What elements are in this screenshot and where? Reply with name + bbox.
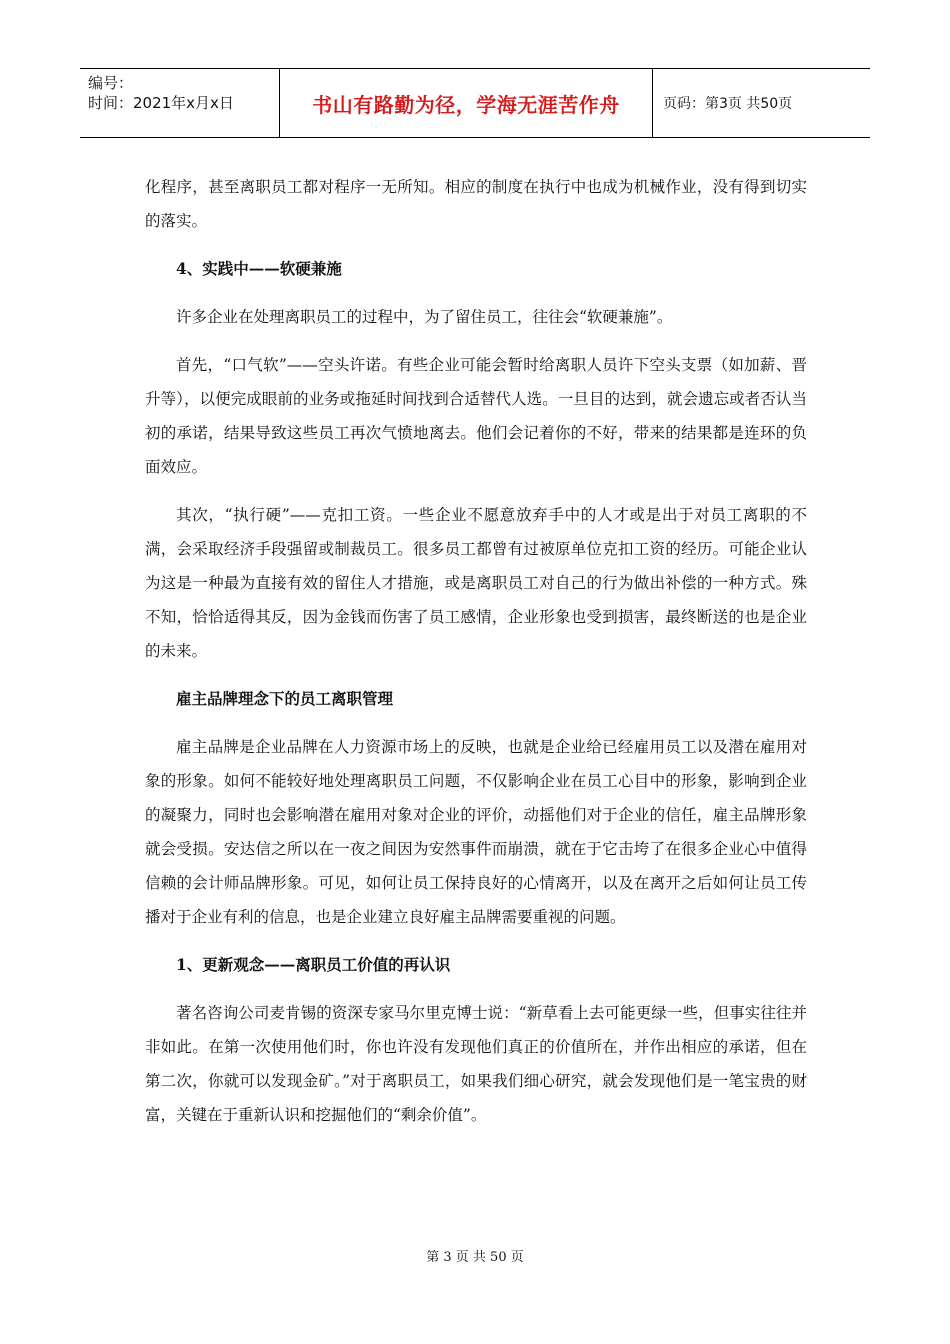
paragraph: 雇主品牌是企业品牌在人力资源市场上的反映，也就是企业给已经雇用员工以及潜在雇用对象的形象。如何不能较好地处理离职员工问题，不仅影响企业在员工心目中的形象，影响到企业的凝聚力，同时也会影响潜在雇用对象对企业的评价，动摇他们对于企业的信任，雇主品牌形象就会受损。安达信之所以在一夜之间因为安然事件而崩溃，就在于它击垮了在很多企业心中值得信赖的会计师品牌形象。可见，如何让员工保持良好的心情离开，以及在离开之后如何让员工传播对于企业有利的信息，也是企业建立良好雇主品牌需要重视的问题。 (145, 738, 807, 926)
header-meta (80, 69, 280, 137)
section-heading: 4、实践中——软硬兼施 (176, 259, 342, 278)
header-page-info: 页码：第3页 共50页 (663, 96, 793, 112)
paragraph: 化程序，甚至离职员工都对程序一无所知。相应的制度在执行中也成为机械作业，没有得到切实的落实。 (145, 178, 807, 230)
section-heading: 雇主品牌理念下的员工离职管理 (176, 689, 394, 708)
paragraph: 其次，“执行硬”——克扣工资。一些企业不愿意放弃手中的人才或是出于对员工离职的不满，会采取经济手段强留或制裁员工。很多员工都曾有过被原单位克扣工资的经历。可能企业认为这是一种最为直接有效的留住人才措施，或是离职员工对自己的行为做出补偿的一种方式。殊不知，恰恰适得其反，因为金钱而伤害了员工感情，企业形象也受到损害，最终断送的也是企业的未来。 (145, 506, 807, 660)
header-motto: 书山有路勤为径，学海无涯苦作舟 (280, 69, 653, 137)
page-footer: 第 3 页 共 50 页 (426, 1250, 524, 1265)
section-heading: 1、更新观念——离职员工价值的再认识 (176, 955, 451, 974)
document-body (145, 170, 807, 1132)
paragraph: 许多企业在处理离职员工的过程中，为了留住员工，往往会“软硬兼施”。 (176, 308, 673, 326)
doc-number-label: 编号： (88, 74, 134, 92)
doc-time-label: 时间：2021年x月x日 (88, 94, 234, 112)
page-header (80, 68, 870, 138)
paragraph: 首先，“口气软”——空头许诺。有些企业可能会暂时给离职人员许下空头支票（如加薪、晋升等），以便完成眼前的业务或拖延时间找到合适替代人选。一旦目的达到，就会遗忘或者否认当初的承诺，结果导致这些员工再次气愤地离去。他们会记着你的不好，带来的结果都是连环的负面效应。 (145, 356, 807, 476)
paragraph: 著名咨询公司麦肯锡的资深专家马尔里克博士说：“新草看上去可能更绿一些，但事实往往并非如此。在第一次使用他们时，你也许没有发现他们真正的价值所在，并作出相应的承诺，但在第二次，你就可以发现金矿。”对于离职员工，如果我们细心研究，就会发现他们是一笔宝贵的财富，关键在于重新认识和挖掘他们的“剩余价值”。 (145, 1004, 807, 1124)
